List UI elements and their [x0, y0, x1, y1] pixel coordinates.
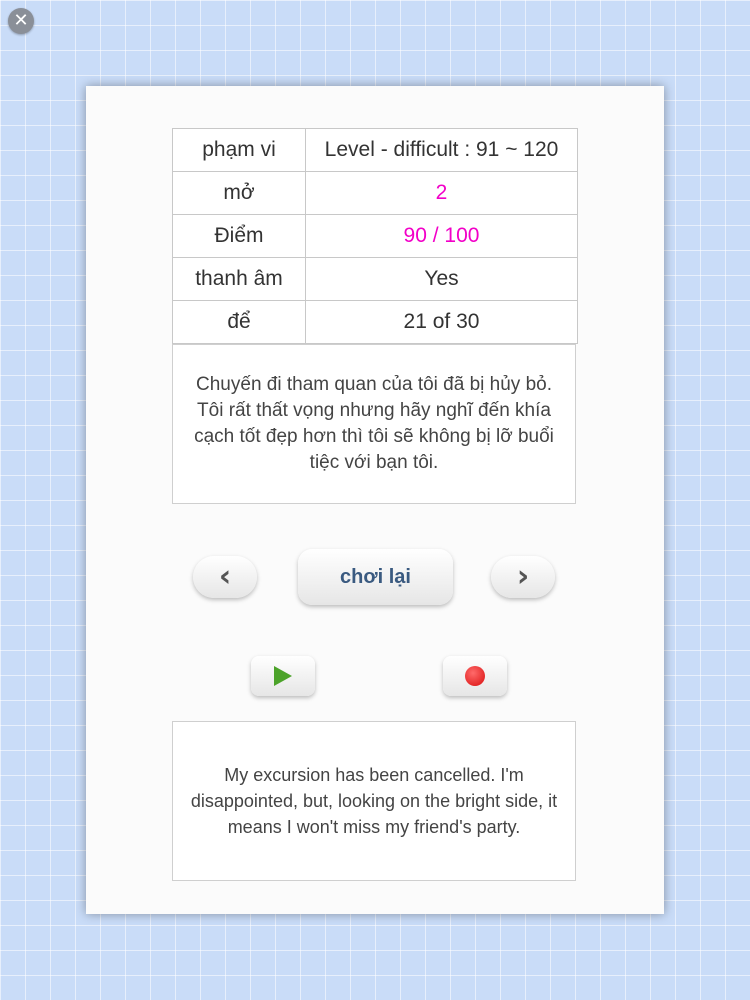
- info-table: [172, 128, 578, 344]
- table-row: [173, 129, 578, 172]
- range-label: phạm vi: [173, 129, 306, 172]
- score-value: 90 / 100: [306, 215, 578, 258]
- range-value: Level - difficult : 91 ~ 120: [306, 129, 578, 172]
- english-text-box: [172, 721, 576, 881]
- vietnamese-sentence: Chuyến đi tham quan của tôi đã bị hủy bỏ. Tôi rất thất vọng nhưng hãy nghĩ đến khía cạch tốt đẹp hơn thì tôi sẽ không bị lỡ buổi tiệc với bạn tôi.: [194, 374, 554, 473]
- record-icon: [465, 666, 485, 686]
- chevron-right-icon: ›: [516, 559, 530, 594]
- table-row: [173, 301, 578, 344]
- table-row: [173, 258, 578, 301]
- lesson-card: [86, 86, 664, 914]
- table-row: [173, 172, 578, 215]
- question-label: để: [173, 301, 306, 344]
- replay-label: chơi lại: [340, 565, 411, 588]
- vietnamese-text-box: [172, 344, 576, 504]
- close-icon[interactable]: ✕: [8, 8, 34, 34]
- replay-button[interactable]: [298, 549, 453, 605]
- english-sentence: My excursion has been cancelled. I'm disappointed, but, looking on the bright side, it means I won't miss my friend's party.: [190, 765, 558, 837]
- table-row: [173, 215, 578, 258]
- play-button[interactable]: [251, 656, 315, 696]
- sound-label: thanh âm: [173, 258, 306, 301]
- score-label: Điểm: [173, 215, 306, 258]
- sound-value: Yes: [306, 258, 578, 301]
- record-button[interactable]: [443, 656, 507, 696]
- chevron-left-icon: ‹: [218, 559, 232, 594]
- next-button[interactable]: [491, 556, 555, 598]
- open-value: 2: [306, 172, 578, 215]
- play-icon: [274, 666, 292, 686]
- previous-button[interactable]: [193, 556, 257, 598]
- open-label: mở: [173, 172, 306, 215]
- question-value: 21 of 30: [306, 301, 578, 344]
